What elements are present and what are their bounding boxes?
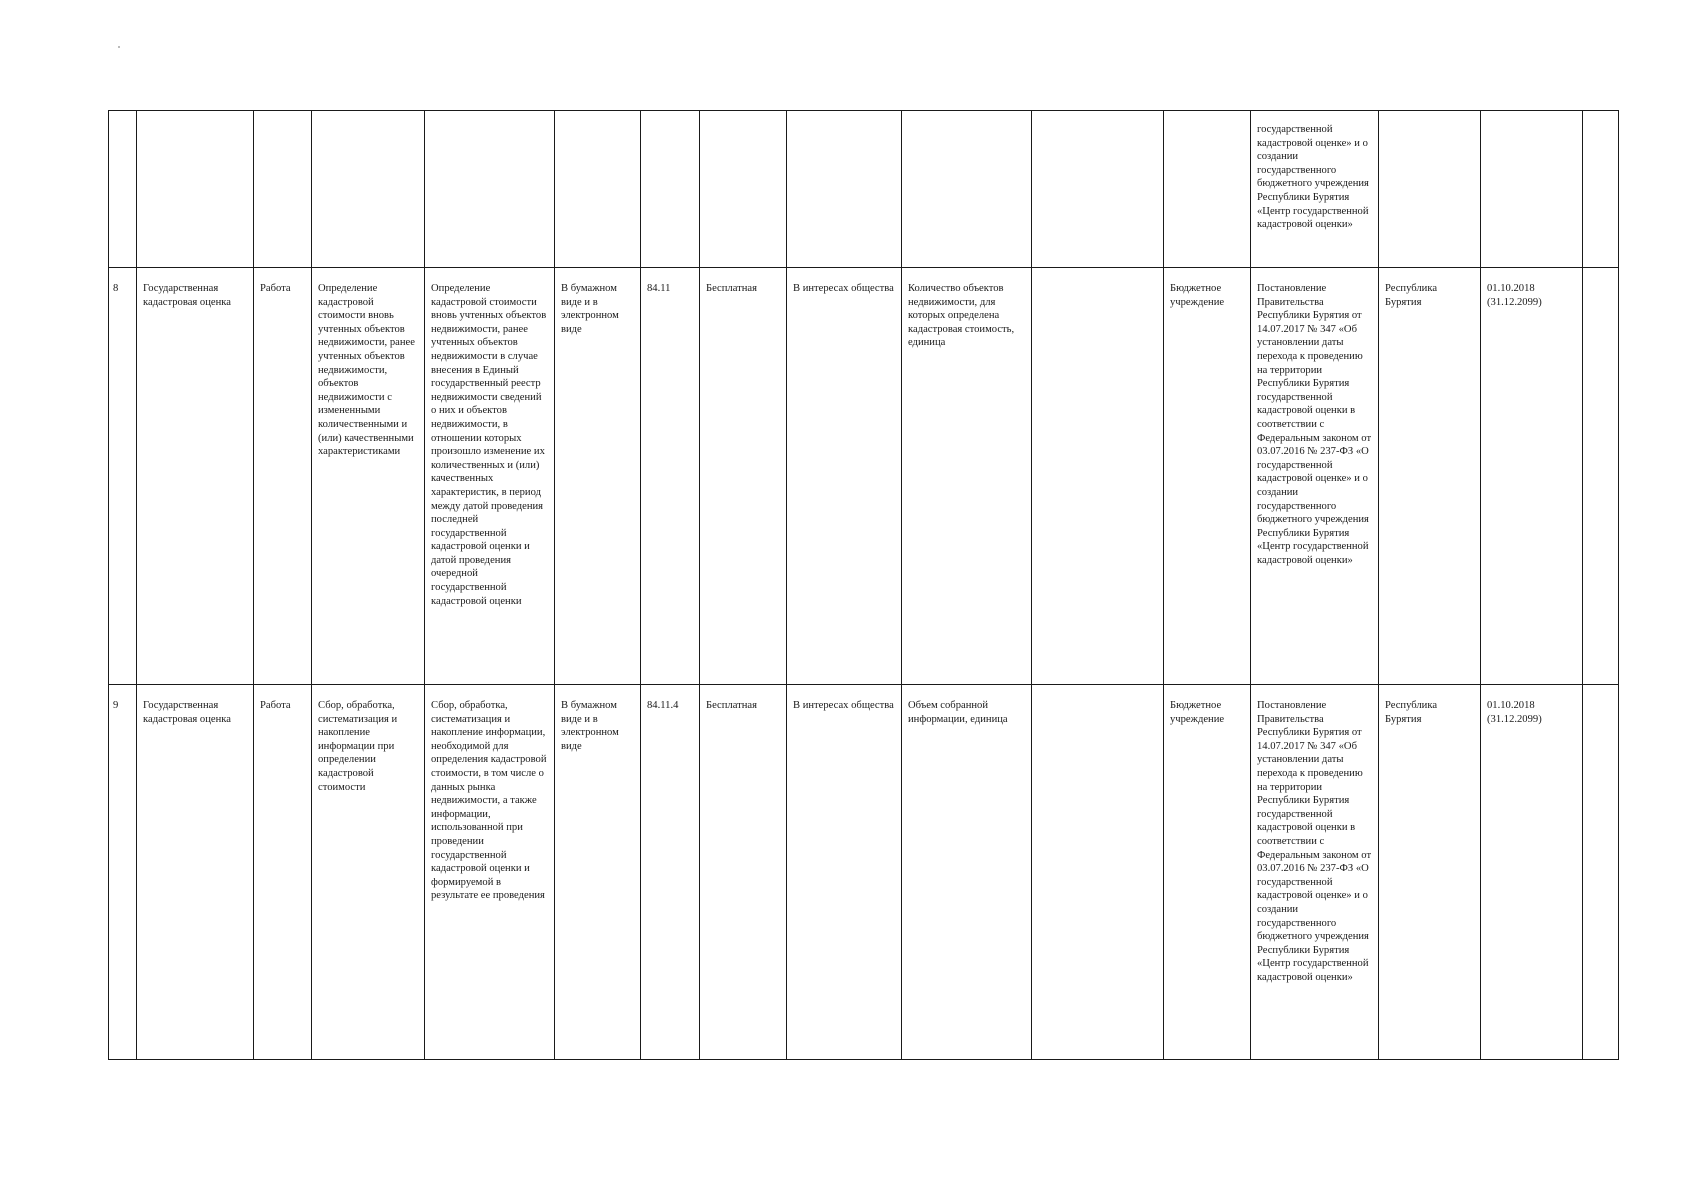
cell-type: Работа: [254, 268, 312, 685]
table-row: [109, 685, 1619, 1060]
cell-content: Сбор, обработка, систематизация и накопление информации при определении кадастровой стоимости: [312, 685, 425, 1060]
cell-okved: [641, 111, 700, 268]
cell-num: 9: [109, 685, 137, 1060]
cell-indicator: Количество объектов недвижимости, для которых определена кадастровая стоимость, единица: [902, 268, 1032, 685]
cell-basis: государственной кадастровой оценке» и о создании государственного бюджетного учреждения Республики Бурятия «Центр государственной кадастровой оценки»: [1251, 111, 1379, 268]
cell-region: Республика Бурятия: [1379, 685, 1481, 1060]
cell-institution: [1164, 111, 1251, 268]
cell-payment: Бесплатная: [700, 685, 787, 1060]
cell-service: Государственная кадастровая оценка: [137, 268, 254, 685]
cell-content: [312, 111, 425, 268]
cell-region: [1379, 111, 1481, 268]
cell-institution: Бюджетное учреждение: [1164, 268, 1251, 685]
cell-dates: [1481, 111, 1583, 268]
cell-okved: 84.11: [641, 268, 700, 685]
cell-type: [254, 111, 312, 268]
cell-type: Работа: [254, 685, 312, 1060]
cell-content: Определение кадастровой стоимости вновь учтенных объектов недвижимости, ранее учтенных объектов недвижимости, объектов недвижимости с измененными количественными и (или) качественными характеристиками: [312, 268, 425, 685]
cell-basis: Постановление Правительства Республики Бурятия от 14.07.2017 № 347 «Об установлении даты перехода к проведению на территории Республики Бурятия государственной кадастровой оценки в соответствии с Федеральным законом от 03.07.2016 № 237-ФЗ «О государственной кадастровой оценке» и о создании государственного бюджетного учреждения Республики Бурятия «Центр государственной кадастровой оценки»: [1251, 685, 1379, 1060]
cell-indicator: Объем собранной информации, единица: [902, 685, 1032, 1060]
cell-indicator: [902, 111, 1032, 268]
cell-last: [1583, 268, 1619, 685]
cell-description: Определение кадастровой стоимости вновь учтенных объектов недвижимости, ранее учтенных объектов недвижимости в случае внесения в Единый государственный реестр недвижимости сведений о них и объектов недвижимости, в отношении которых произошло изменение их количественных и (или) качественных характеристик, в период между датой проведения последней государственной кадастровой оценки и датой проведения очередной государственной кадастровой оценки: [425, 268, 555, 685]
registry-table: [108, 110, 1619, 1060]
cell-last: [1583, 685, 1619, 1060]
cell-num: [109, 111, 137, 268]
table-row: [109, 268, 1619, 685]
cell-num: 8: [109, 268, 137, 685]
scan-speck: [118, 46, 120, 48]
cell-service: [137, 111, 254, 268]
cell-region: Республика Бурятия: [1379, 268, 1481, 685]
cell-consumers: [787, 111, 902, 268]
cell-okved: 84.11.4: [641, 685, 700, 1060]
cell-institution: Бюджетное учреждение: [1164, 685, 1251, 1060]
table-row-continuation: [109, 111, 1619, 268]
cell-extra: [1032, 685, 1164, 1060]
cell-dates: 01.10.2018 (31.12.2099): [1481, 268, 1583, 685]
cell-extra: [1032, 268, 1164, 685]
cell-extra: [1032, 111, 1164, 268]
cell-consumers: В интересах общества: [787, 685, 902, 1060]
cell-description: Сбор, обработка, систематизация и накопление информации, необходимой для определения кадастровой стоимости, в том числе о данных рынка недвижимости, а также информации, использованной при проведении государственной кадастровой оценки и формируемой в результате ее проведения: [425, 685, 555, 1060]
cell-description: [425, 111, 555, 268]
cell-payment: Бесплатная: [700, 268, 787, 685]
cell-service: Государственная кадастровая оценка: [137, 685, 254, 1060]
cell-form: В бумажном виде и в электронном виде: [555, 268, 641, 685]
cell-form: В бумажном виде и в электронном виде: [555, 685, 641, 1060]
cell-payment: [700, 111, 787, 268]
cell-dates: 01.10.2018 (31.12.2099): [1481, 685, 1583, 1060]
cell-basis: Постановление Правительства Республики Бурятия от 14.07.2017 № 347 «Об установлении даты перехода к проведению на территории Республики Бурятия государственной кадастровой оценки в соответствии с Федеральным законом от 03.07.2016 № 237-ФЗ «О государственной кадастровой оценке» и о создании государственного бюджетного учреждения Республики Бурятия «Центр государственной кадастровой оценки»: [1251, 268, 1379, 685]
cell-last: [1583, 111, 1619, 268]
cell-form: [555, 111, 641, 268]
cell-consumers: В интересах общества: [787, 268, 902, 685]
